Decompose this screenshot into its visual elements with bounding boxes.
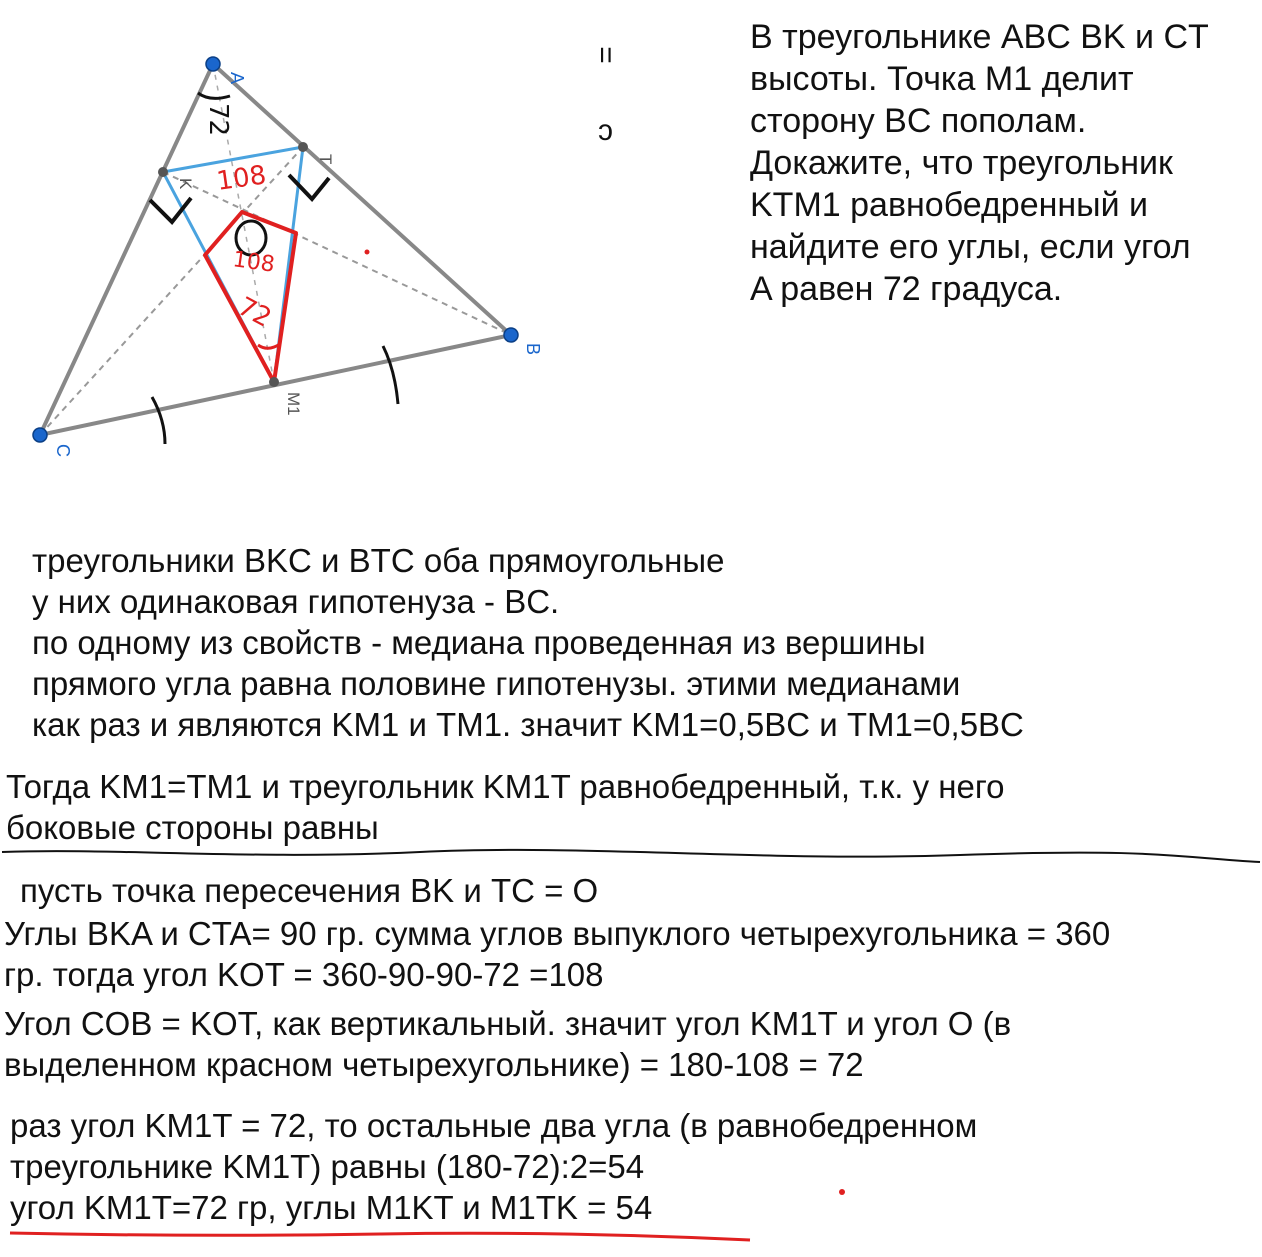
tick-mark-bc-2 <box>383 346 398 404</box>
solution-block-isosceles <box>6 766 1005 848</box>
problem-line: сторону BC пополам. <box>750 102 1087 140</box>
label-k: K <box>176 178 195 190</box>
solution-line: треугольнике KM1T) равны (180-72):2=54 <box>10 1148 645 1185</box>
solution-line: выделенном красном четырехугольнике) = 180-108 = 72 <box>4 1046 864 1083</box>
problem-line: KTM1 равнобедренный и <box>750 186 1149 224</box>
problem-line: Докажите, что треугольник <box>750 144 1173 182</box>
problem-line: найдите его углы, если угол <box>750 228 1191 266</box>
problem-line: A равен 72 градуса. <box>750 270 1063 308</box>
point-b <box>504 328 518 342</box>
solution-line: прямого угла равна половине гипотенузы. этими медианами <box>32 665 961 702</box>
angle-label-a: 72 <box>203 103 233 137</box>
dashed-line-k-b <box>163 172 511 335</box>
solution-line: по одному из свойств - медиана проведенная из вершины <box>32 624 926 661</box>
solution-block-angle-kot <box>4 913 1110 995</box>
separator-line <box>2 850 1260 862</box>
angle-arc-m1 <box>258 344 280 348</box>
solution-line: раз угол KM1T = 72, то остальные два угла (в равнобедренном <box>10 1107 978 1144</box>
label-m1: M1 <box>284 392 303 416</box>
answer-underline <box>10 1233 750 1240</box>
point-a <box>206 57 220 71</box>
label-b: B <box>523 343 543 356</box>
point-k <box>158 167 168 177</box>
solution-line: гр. тогда угол KOT = 360-90-90-72 =108 <box>4 956 604 993</box>
point-m1 <box>269 377 279 387</box>
solution-line: Тогда KM1=TM1 и треугольник KM1T равнобедренный, т.к. у него <box>6 768 1005 805</box>
angle-label-o: 108 <box>231 247 277 278</box>
solution-line: треугольники BKC и BTC оба прямоугольные <box>32 542 725 579</box>
label-a: A <box>227 72 247 85</box>
right-angle-mark-t <box>289 175 329 199</box>
solution-block-medians <box>32 540 1024 745</box>
stray-symbol-equals: = <box>588 46 622 64</box>
right-angle-mark-k <box>150 198 191 222</box>
problem-line: В треугольнике ABC BK и CT <box>750 18 1209 56</box>
problem-statement <box>750 16 1260 310</box>
tick-mark-bc-1 <box>152 397 165 444</box>
red-dot <box>365 250 370 255</box>
problem-line: высоты. Точка M1 делит <box>750 60 1134 98</box>
solution-line: Угол COB = KOT, как вертикальный. значит угол KM1T и угол O (в <box>4 1005 1012 1042</box>
point-c <box>33 428 47 442</box>
solution-line: боковые стороны равны <box>6 809 379 846</box>
label-c: C <box>53 444 73 457</box>
solution-line: как раз и являются KM1 и TM1. значит KM1=0,5BC и TM1=0,5BC <box>32 706 1024 743</box>
angle-label-kot: 108 <box>214 160 269 197</box>
angle-arc-a <box>198 93 230 98</box>
solution-block-answer <box>10 1105 977 1228</box>
final-answer: угол KM1T=72 гр, углы M1KT и M1TK = 54 <box>10 1189 653 1226</box>
solution-line: Углы BKA и CTA= 90 гр. сумма углов выпуклого четырехугольника = 360 <box>4 915 1111 952</box>
label-t: T <box>316 154 335 165</box>
stray-symbol-hook: ↄ <box>598 114 613 147</box>
solution-block-vertical-angle <box>4 1003 1011 1085</box>
angle-label-m1: 72 <box>232 291 277 334</box>
solution-line: у них одинаковая гипотенуза - BC. <box>32 583 560 620</box>
point-t <box>298 142 308 152</box>
solution-block-point-o <box>20 870 598 911</box>
solution-line: пусть точка пересечения BK и TC = O <box>20 872 599 909</box>
